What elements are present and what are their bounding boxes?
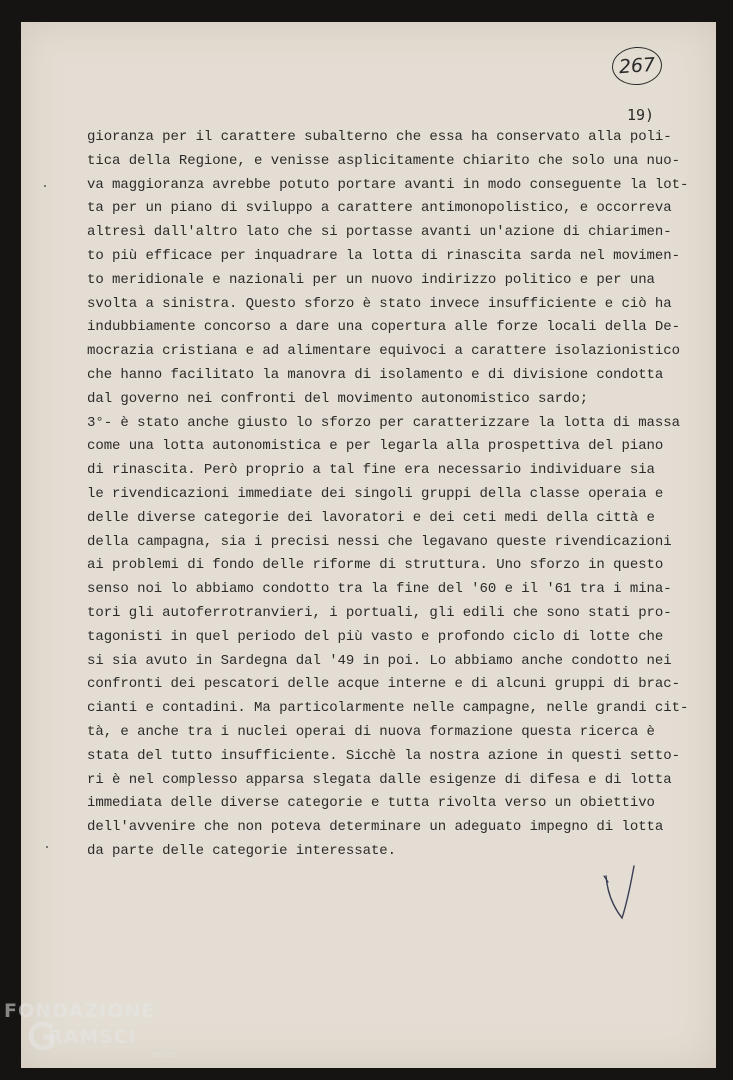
text-line: 3°- è stato anche giusto lo sforzo per caratterizzare la lotta di massa [87,414,680,431]
text-line: gioranza per il carattere subalterno che essa ha conservato alla poli- [87,129,672,145]
text-line: della campagna, sia i precisi nessi che legavano queste rivendicazioni [87,533,672,550]
text-line: stata del tutto insufficiente. Sicchè la nostra azione in questi setto- [87,747,680,764]
text-line: to meridionale e nazionali per un nuovo indirizzo politico e per una [87,271,655,288]
margin-dot [44,185,46,187]
text-line: ai problemi di fondo delle riforme di struttura. Uno sforzo in questo [87,557,664,574]
text-line: tà, e anche tra i nuclei operai di nuova formazione questa ricerca è [87,723,655,740]
text-line: le rivendicazioni immediate dei singoli gruppi della classe operaia e [87,485,664,502]
margin-dot [46,846,48,848]
typewritten-text [87,126,687,864]
watermark-line2: RAMSCI [48,1026,137,1048]
text-line: immediata delle diverse categorie e tutta rivolta verso un obiettivo [87,795,655,812]
handwritten-mark-icon [598,860,638,924]
text-line: tagonisti in quel periodo del più vasto e profondo ciclo di lotte che [87,628,664,645]
text-line: di rinascita. Però proprio a tal fine era necessario individuare sia [87,462,655,479]
text-line: confronti dei pescatori delle acque interne e di alcuni gruppi di brac- [87,676,680,693]
text-line: delle diverse categorie dei lavoratori e dei ceti medi della città e [87,509,655,526]
text-line: che hanno facilitato la manovra di isolamento e di divisione condotta [87,366,664,383]
page-number: 19) [627,106,655,124]
text-line: tica della Regione, e venisse asplicitamente chiarito che solo una nuo- [87,152,680,169]
text-line: dell'avvenire che non poteva determinare un adeguato impegno di lotta [87,819,664,836]
text-line: cianti e contadini. Ma particolarmente nelle campagne, nelle grandi cit- [87,700,689,717]
archive-number-stamp: 267 [611,45,664,86]
text-line: altresì dall'altro lato che si portasse avanti un'azione di chiarimen- [87,224,672,241]
text-line: come una lotta autonomistica e per legarla alla prospettiva del piano [87,438,664,455]
text-line: tori gli autoferrotranvieri, i portuali, gli edili che sono stati pro- [87,604,672,621]
text-line: indubbiamente concorso a dare una copertura alle forze locali della De- [87,319,680,336]
text-line: dal governo nei confronti del movimento autonomistico sardo; [87,390,589,407]
text-line: ri è nel complesso apparsa slegata dalle esigenze di difesa e di lotta [87,771,672,788]
text-line: si sia avuto in Sardegna dal '49 in poi. Lo abbiamo anche condotto nei [87,652,672,669]
watermark-suffix: onlus [152,1050,177,1060]
text-line: ta per un piano di sviluppo a carattere antimonopolistico, e occorreva [87,200,672,217]
watermark-line1: FONDAZIONE [4,1000,156,1022]
text-line: da parte delle categorie interessate. [87,842,397,859]
text-line: to più efficace per inquadrare la lotta di rinascita sarda nel movimen- [87,247,680,264]
text-line: va maggioranza avrebbe potuto portare avanti in modo conseguente la lot- [87,176,689,193]
text-line: svolta a sinistra. Questo sforzo è stato invece insufficiente e ciò ha [87,295,672,312]
text-line: senso noi lo abbiamo condotto tra la fine del '60 e il '61 tra i mina- [87,581,672,598]
text-line: mocrazia cristiana e ad alimentare equivoci a carattere isolazionistico [87,343,680,360]
fondazione-gramsci-watermark [4,1000,204,1078]
